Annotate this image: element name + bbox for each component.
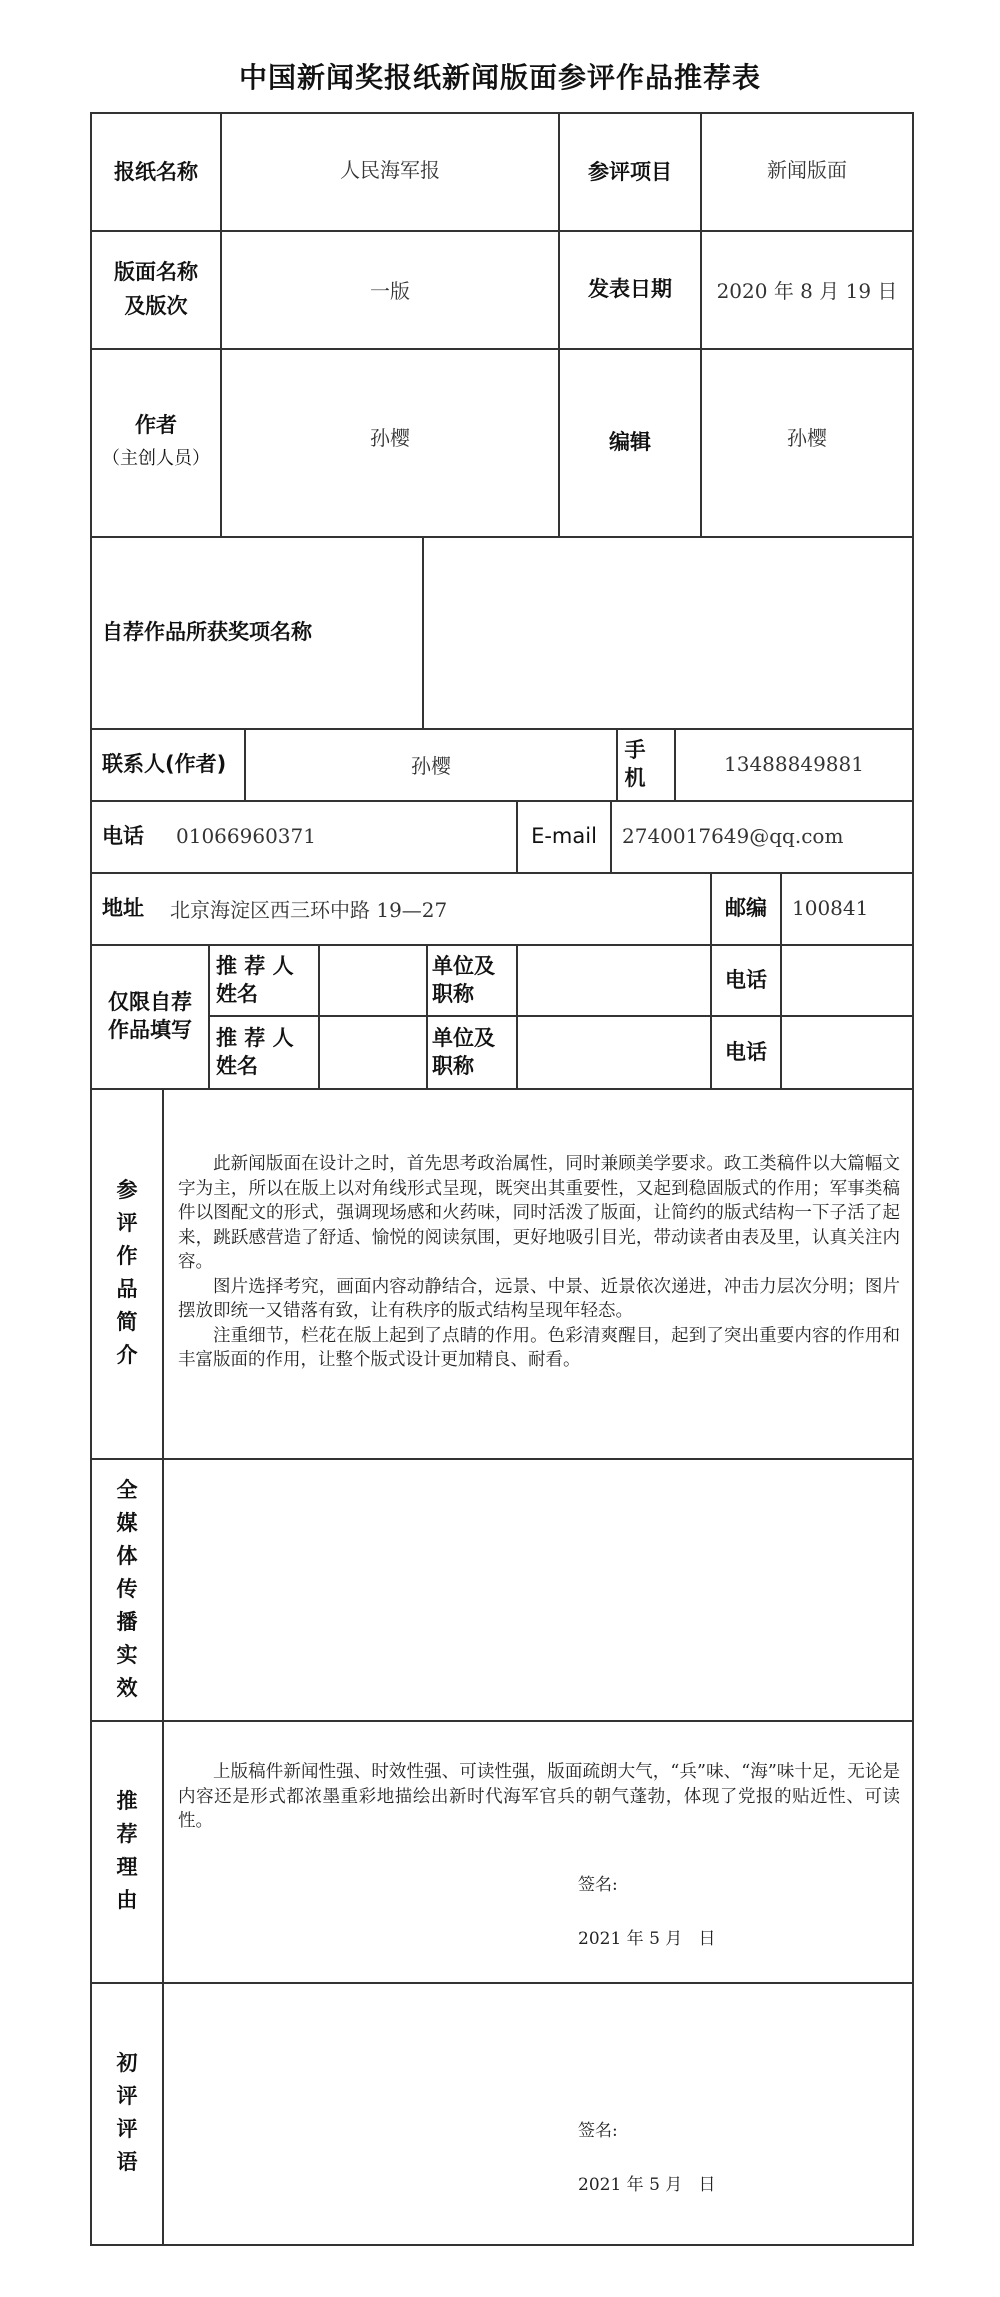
reason-text: 上版稿件新闻性强、时效性强、可读性强，版面疏朗大气，“兵”味、“海”味十足，无论是内容还是形式都浓墨重彩地描绘出新时代海军官兵的朝气蓬勃，体现了党报的贴近性、可读性。 — [178, 1762, 900, 1831]
recommender1-unit-label: 单位及职称 — [432, 954, 495, 1006]
phone-label: 电话 — [102, 824, 144, 848]
newspaper-value: 人民海军报 — [340, 158, 440, 182]
intro-label: 参评作品简介 — [116, 1178, 138, 1367]
form-title: 中国新闻奖报纸新闻版面参评作品推荐表 — [238, 61, 761, 94]
award-label: 自荐作品所获奖项名称 — [102, 620, 312, 644]
review-date: 2021 年 5 月 日 — [578, 2175, 716, 2195]
row-address — [90, 872, 914, 946]
row-reason — [90, 1720, 914, 1984]
date-value: 2020 年 8 月 19 日 — [716, 278, 898, 303]
author-value: 孙樱 — [370, 426, 410, 450]
row-contact — [90, 728, 914, 802]
author-label-sub: （主创人员） — [102, 448, 210, 469]
row-recommenders — [90, 944, 914, 1090]
mobile-value: 13488849881 — [724, 752, 864, 776]
review-label: 初评评语 — [116, 2051, 138, 2174]
address-label: 地址 — [102, 896, 144, 920]
recommender1-name-label: 推 荐 人姓名 — [216, 954, 294, 1006]
intro-paragraph-1: 此新闻版面在设计之时，首先思考政治属性，同时兼顾美学要求。政工类稿件以大篇幅文字为主，所以在版上以对角线形式呈现，既突出其重要性，又起到稳固版式的作用；军事类稿件以图配文的形式，强调现场感和火药味，同时活泼了版面，让简约的版式结构一下子活了起来，跳跃感营造了舒适、愉悦的阅读氛围，更好地吸引目光，带动读者由表及里，认真关注内容。 — [178, 1154, 900, 1272]
page-value: 一版 — [370, 278, 410, 303]
recommender2-name-label: 推 荐 人姓名 — [216, 1026, 294, 1078]
media-value — [164, 1458, 912, 1720]
page-label-line1: 版面名称 — [114, 260, 198, 284]
intro-text — [178, 1152, 900, 1373]
contact-value: 孙樱 — [411, 753, 451, 778]
zip-value: 100841 — [792, 896, 869, 920]
row-intro — [90, 1088, 914, 1460]
reason-sign-label: 签名: — [578, 1875, 618, 1895]
reason-date: 2021 年 5 月 日 — [578, 1929, 716, 1949]
intro-paragraph-2: 图片选择考究，画面内容动静结合，远景、中景、近景依次递进，冲击力层次分明；图片摆放即统一又错落有致，让有秩序的版式结构呈现年轻态。 — [178, 1276, 900, 1321]
page-label — [92, 230, 220, 348]
zip-label: 邮编 — [725, 896, 767, 920]
row-author — [90, 348, 914, 538]
row-media — [90, 1458, 914, 1722]
intro-paragraph-3: 注重细节，栏花在版上起到了点睛的作用。色彩清爽醒目，起到了突出重要内容的作用和丰富版面的作用，让整个版式设计更加精良、耐看。 — [178, 1325, 900, 1370]
reason-label: 推荐理由 — [116, 1789, 138, 1912]
row-review — [90, 1982, 914, 2246]
phone-value: 01066960371 — [176, 824, 316, 848]
contact-label: 联系人(作者) — [102, 752, 227, 776]
row-award — [90, 536, 914, 730]
entry-label: 参评项目 — [588, 160, 672, 184]
editor-value: 孙樱 — [787, 426, 827, 450]
media-label: 全媒体传播实效 — [116, 1477, 138, 1700]
row-phone — [90, 800, 914, 874]
author-label-main: 作者 — [135, 413, 177, 437]
email-label: E-mail — [531, 824, 597, 848]
recommender1-phone-label: 电话 — [725, 968, 767, 992]
newspaper-label: 报纸名称 — [114, 160, 198, 184]
email-value: 2740017649@qq.com — [622, 824, 844, 848]
address-value: 北京海淀区西三环中路 19—27 — [170, 897, 448, 922]
row-newspaper — [90, 112, 914, 232]
author-label — [92, 348, 220, 536]
mobile-label: 手机 — [624, 738, 646, 790]
date-label: 发表日期 — [588, 277, 672, 301]
page-label-line2: 及版次 — [124, 294, 188, 318]
entry-value: 新闻版面 — [767, 158, 847, 182]
review-sign-label: 签名: — [578, 2121, 618, 2141]
recommender-section-label: 仅限自荐作品填写 — [108, 990, 192, 1042]
recommender2-unit-label: 单位及职称 — [432, 1026, 495, 1078]
row-page — [90, 230, 914, 350]
recommender2-phone-label: 电话 — [725, 1040, 767, 1064]
editor-label: 编辑 — [609, 430, 651, 454]
award-value — [424, 536, 912, 728]
